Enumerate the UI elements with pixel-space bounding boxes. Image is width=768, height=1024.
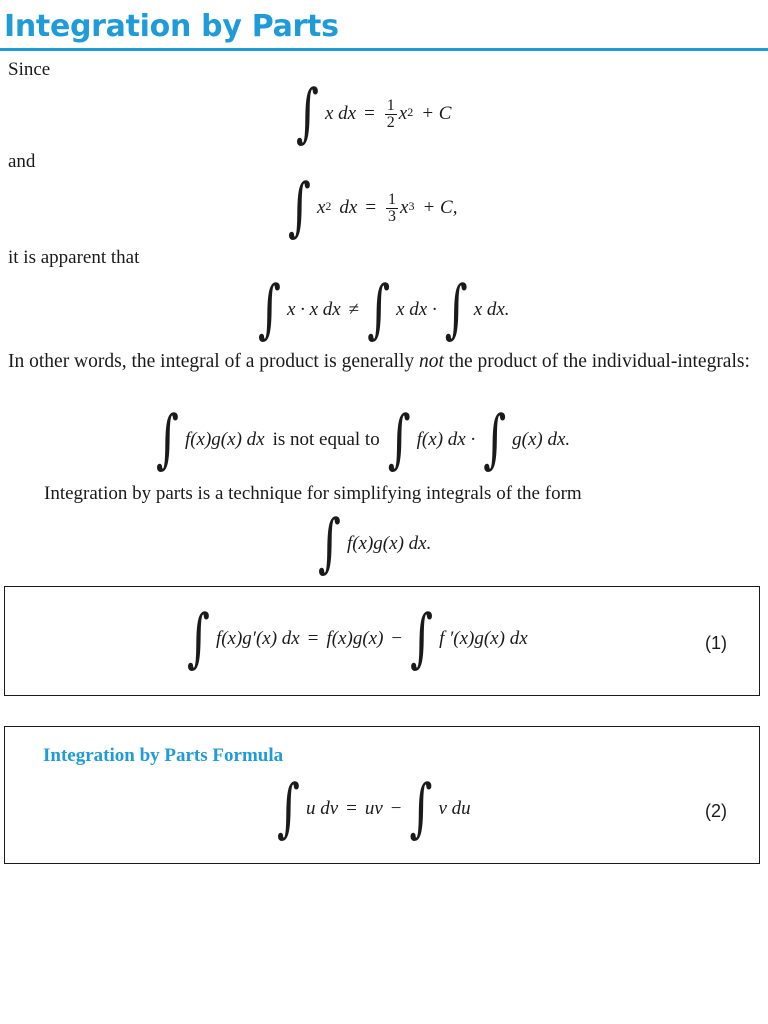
- lhs-expression: u dv: [305, 798, 339, 819]
- lhs-expression: x · x dx: [286, 299, 341, 320]
- rhs-expression: f ′(x)g(x) dx: [439, 628, 528, 649]
- integrand: f(x)g(x) dx.: [346, 533, 432, 554]
- equation-2: [277, 771, 471, 846]
- equals-sign: =: [365, 197, 377, 218]
- equals-sign: =: [346, 798, 357, 819]
- equation-number: (1): [705, 633, 727, 653]
- integral-sign: ∫: [410, 601, 434, 676]
- paragraph-emphasis: not: [419, 351, 444, 372]
- integral-sign: ∫: [318, 506, 341, 581]
- middle-expression: f(x) dx ·: [416, 429, 476, 450]
- integral-sign: ∫: [187, 601, 210, 676]
- equation-form: [318, 506, 432, 581]
- middle-expression: uv: [364, 798, 383, 819]
- paragraph-text: In other words, the integral of a product is generally: [8, 351, 419, 372]
- integral-sign: ∫: [387, 402, 411, 477]
- fraction-denominator: 2: [386, 113, 395, 131]
- formula-title: Integration by Parts Formula: [43, 745, 284, 766]
- text-since: Since: [8, 59, 51, 80]
- integral-sign: ∫: [367, 272, 391, 347]
- rhs-expression: v du: [438, 798, 471, 819]
- equation-box-2: [4, 726, 760, 864]
- minus-sign: −: [390, 798, 402, 819]
- equation-integral-x: [296, 76, 452, 151]
- middle-expression: f(x)g(x): [326, 628, 384, 649]
- fraction: [386, 192, 398, 225]
- integrand: x dx: [324, 103, 357, 124]
- integral-sign: ∫: [444, 272, 468, 347]
- text-apparent: it is apparent that: [8, 247, 140, 268]
- text-not-equal-to: is not equal to: [272, 429, 380, 450]
- lhs-expression: f(x)g′(x) dx: [215, 628, 300, 649]
- lhs-expression: f(x)g(x) dx: [184, 429, 265, 450]
- differential: dx: [339, 197, 358, 218]
- fraction-denominator: 3: [388, 207, 397, 225]
- middle-expression: x dx ·: [396, 299, 437, 320]
- integral-sign: ∫: [288, 170, 311, 245]
- equation-1: [187, 601, 528, 676]
- equation-number: (2): [705, 801, 727, 821]
- title-rule: [0, 48, 768, 51]
- integral-sign: ∫: [156, 402, 179, 477]
- text-technique: Integration by parts is a technique for simplifying integrals of the form: [44, 483, 582, 504]
- variable: x: [398, 103, 408, 124]
- rhs-expression: x dx.: [473, 299, 510, 320]
- integral-sign: ∫: [277, 771, 300, 846]
- integral-sign: ∫: [409, 771, 433, 846]
- constant-term: + C,: [422, 197, 458, 218]
- page-title: Integration by Parts: [4, 9, 339, 44]
- integral-sign: ∫: [258, 272, 281, 347]
- rhs-expression: g(x) dx.: [512, 429, 571, 450]
- equals-sign: =: [364, 103, 375, 124]
- variable: x: [400, 197, 409, 218]
- constant-term: + C: [421, 103, 452, 124]
- not-equal-sign: ≠: [348, 299, 360, 320]
- text-and: and: [8, 151, 36, 172]
- fraction-numerator: 1: [388, 190, 397, 208]
- equation-not-equal: [258, 272, 510, 347]
- equation-box-1: [4, 586, 760, 696]
- fraction: [385, 98, 397, 131]
- variable: x: [316, 197, 326, 218]
- paragraph-product: [8, 350, 760, 374]
- equation-integral-x-squared: [288, 170, 458, 245]
- fraction-numerator: 1: [386, 96, 395, 114]
- minus-sign: −: [391, 628, 403, 649]
- equals-sign: =: [307, 628, 319, 649]
- paragraph-text: the product of the individual-integrals:: [443, 351, 750, 372]
- integral-sign: ∫: [483, 402, 507, 477]
- equation-product-not-equal: [156, 402, 571, 477]
- exponent: 2: [407, 104, 414, 119]
- exponent: 3: [408, 198, 415, 213]
- integral-sign: ∫: [296, 76, 319, 151]
- exponent: 2: [325, 198, 332, 213]
